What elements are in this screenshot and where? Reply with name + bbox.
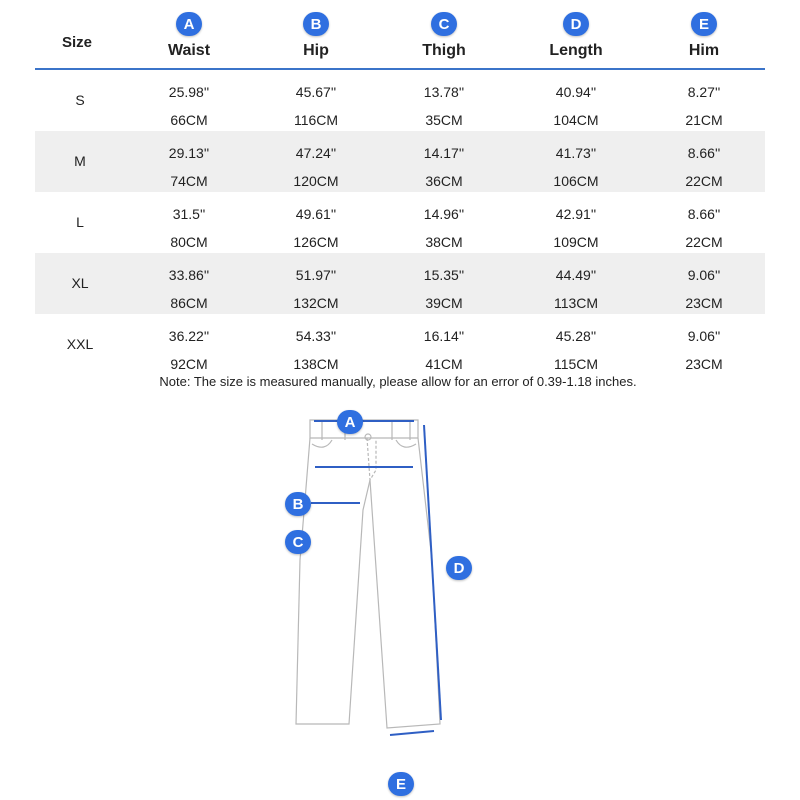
diagram-badge-d: D bbox=[446, 556, 472, 580]
cell-inches: 8.27'' bbox=[687, 84, 721, 100]
diagram-badge-b: B bbox=[285, 492, 311, 516]
cell-inches: 44.49'' bbox=[555, 267, 597, 283]
diagram-badge-c: C bbox=[285, 530, 311, 554]
cell-cm: 113CM bbox=[553, 295, 599, 311]
cell-inches: 36.22'' bbox=[168, 328, 210, 344]
cell-inches: 14.96'' bbox=[423, 206, 465, 222]
cell-cm: 21CM bbox=[685, 112, 723, 128]
cell-inches: 41.73'' bbox=[555, 145, 597, 161]
column-header-hip: Hip bbox=[303, 42, 329, 59]
cell-cm: 38CM bbox=[425, 234, 463, 250]
cell-inches: 29.13'' bbox=[168, 145, 210, 161]
cell-cm: 109CM bbox=[553, 234, 599, 250]
cell-cm: 92CM bbox=[170, 356, 208, 372]
cell-inches: 49.61'' bbox=[295, 206, 337, 222]
column-badge-b: B bbox=[303, 12, 329, 36]
column-header-thigh: Thigh bbox=[422, 42, 466, 59]
cell-cm: 132CM bbox=[293, 295, 339, 311]
size-column-header: Size bbox=[62, 34, 93, 51]
diagram-badge-e: E bbox=[388, 772, 414, 796]
row-size-label: XXL bbox=[66, 336, 94, 352]
column-badge-a: A bbox=[176, 12, 202, 36]
cell-inches: 16.14'' bbox=[423, 328, 465, 344]
cell-cm: 22CM bbox=[685, 173, 723, 189]
row-size-label: M bbox=[74, 153, 86, 169]
diagram-badge-a: A bbox=[337, 410, 363, 434]
cell-inches: 51.97'' bbox=[295, 267, 337, 283]
cell-cm: 116CM bbox=[293, 112, 339, 128]
cell-inches: 40.94'' bbox=[555, 84, 597, 100]
cell-cm: 138CM bbox=[293, 356, 339, 372]
cell-inches: 54.33'' bbox=[295, 328, 337, 344]
hem-measure-line bbox=[390, 731, 434, 735]
measurement-note: Note: The size is measured manually, please allow for an error of 0.39-1.18 inches. bbox=[159, 374, 637, 389]
column-badge-e: E bbox=[691, 12, 717, 36]
row-size-label: L bbox=[76, 214, 84, 230]
cell-inches: 14.17'' bbox=[423, 145, 465, 161]
cell-cm: 23CM bbox=[685, 295, 723, 311]
cell-inches: 25.98'' bbox=[168, 84, 210, 100]
cell-inches: 9.06'' bbox=[687, 267, 721, 283]
cell-inches: 47.24'' bbox=[295, 145, 337, 161]
cell-inches: 8.66'' bbox=[687, 145, 721, 161]
cell-cm: 22CM bbox=[685, 234, 723, 250]
cell-cm: 80CM bbox=[170, 234, 208, 250]
column-header-waist: Waist bbox=[167, 42, 211, 59]
cell-inches: 9.06'' bbox=[687, 328, 721, 344]
cell-inches: 15.35'' bbox=[423, 267, 465, 283]
cell-inches: 31.5'' bbox=[172, 206, 206, 222]
cell-cm: 74CM bbox=[170, 173, 208, 189]
row-size-label: XL bbox=[71, 275, 89, 291]
cell-cm: 35CM bbox=[425, 112, 463, 128]
cell-cm: 115CM bbox=[553, 356, 599, 372]
cell-inches: 8.66'' bbox=[687, 206, 721, 222]
cell-cm: 41CM bbox=[425, 356, 463, 372]
cell-inches: 45.28'' bbox=[555, 328, 597, 344]
column-header-him: Him bbox=[688, 42, 720, 59]
cell-cm: 104CM bbox=[553, 112, 599, 128]
cell-cm: 126CM bbox=[293, 234, 339, 250]
cell-cm: 106CM bbox=[553, 173, 599, 189]
cell-cm: 39CM bbox=[425, 295, 463, 311]
cell-inches: 33.86'' bbox=[168, 267, 210, 283]
length-measure-line bbox=[424, 425, 441, 720]
cell-inches: 13.78'' bbox=[423, 84, 465, 100]
cell-cm: 86CM bbox=[170, 295, 208, 311]
cell-inches: 45.67'' bbox=[295, 84, 337, 100]
column-header-length: Length bbox=[549, 42, 603, 59]
cell-cm: 36CM bbox=[425, 173, 463, 189]
column-badge-d: D bbox=[563, 12, 589, 36]
cell-cm: 66CM bbox=[170, 112, 208, 128]
cell-inches: 42.91'' bbox=[555, 206, 597, 222]
cell-cm: 120CM bbox=[293, 173, 339, 189]
cell-cm: 23CM bbox=[685, 356, 723, 372]
column-badge-c: C bbox=[431, 12, 457, 36]
row-size-label: S bbox=[75, 92, 85, 108]
